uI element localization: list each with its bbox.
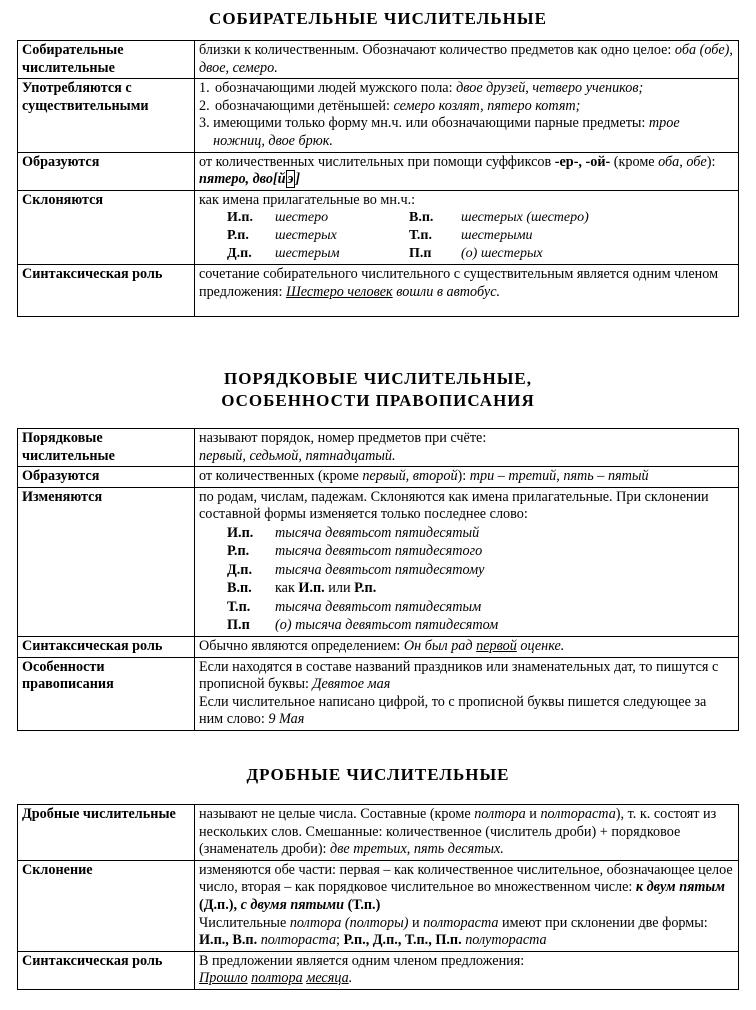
row-header: Дробные числительные [18, 805, 195, 861]
row-header: Собирательные числительные [18, 41, 195, 79]
row-content: В предложении является одним членом предложения: Прошло полтора месяца. [195, 951, 739, 989]
row-header: Склонение [18, 860, 195, 951]
table-row [18, 467, 739, 488]
table-row [18, 152, 739, 190]
section-title-fractional: ДРОБНЫЕ ЧИСЛИТЕЛЬНЫЕ [246, 765, 510, 784]
row-header: Особенности правописания [18, 657, 195, 730]
table-row [18, 429, 739, 467]
row-header: Синтаксическая роль [18, 636, 195, 657]
table-row [18, 657, 739, 730]
table-row [18, 487, 739, 636]
row-header: Синтаксическая роль [18, 265, 195, 316]
table-row [18, 41, 739, 79]
row-header: Изменяются [18, 487, 195, 636]
row-content: от количественных числительных при помощи суффиксов -ер-, -ой- (кроме оба, обе): пятеро, дво[й э ] [195, 152, 739, 190]
section-title-collective: СОБИРАТЕЛЬНЫЕ ЧИСЛИТЕЛЬНЫЕ [209, 9, 547, 28]
table-row [18, 265, 739, 316]
table-row [18, 79, 739, 152]
row-header: Синтаксическая роль [18, 951, 195, 989]
row-header: Склоняются [18, 190, 195, 265]
row-content: называют не целые числа. Составные (кроме полтора и полтораста), т. к. состоят из нескольких слов. Смешанные: количественное (числитель дроби) + порядковое (знаменатель дроби): две третьих, пять десятых. [195, 805, 739, 861]
row-header: Образуются [18, 467, 195, 488]
table-row [18, 860, 739, 951]
table-row [18, 805, 739, 861]
row-header: Порядковые числительные [18, 429, 195, 467]
declension-grid: И.п. шестеро В.п. шестерых (шестеро) Р.п. шестерых Т.п. шестерыми Д.п. шестерым П.п (о) шестерых [227, 210, 589, 262]
row-header: Употребляются с существительными [18, 79, 195, 152]
row-content: называют порядок, номер предметов при счёте: первый, седьмой, пятнадцатый. [195, 429, 739, 467]
row-content: Если находятся в составе названий праздников или знаменательных дат, то пишутся с прописной буквы: Девятое мая Если числительное написано цифрой, то с прописной буквы пишется следующее за ним слово: 9 Мая [195, 657, 739, 730]
table-row [18, 190, 739, 265]
fractional-numerals-table [17, 804, 739, 990]
row-content: как имена прилагательные во мн.ч.: И.п. шестеро В.п. шестерых (шестеро) Р.п. шестерых Т.п. шестерыми Д.п. шестерым П.п (о) шестерых [195, 190, 739, 265]
row-content: близки к количественным. Обозначают количество предметов как одно целое: оба (обе), двое, семеро. [195, 41, 739, 79]
table-row [18, 636, 739, 657]
table-row [18, 951, 739, 989]
ordinal-numerals-table [17, 428, 739, 731]
section-title-ordinal-2: ОСОБЕННОСТИ ПРАВОПИСАНИЯ [221, 391, 535, 410]
section-title-ordinal-1: ПОРЯДКОВЫЕ ЧИСЛИТЕЛЬНЫЕ, [223, 369, 532, 388]
collective-numerals-table [17, 40, 739, 317]
row-content: по родам, числам, падежам. Склоняются как имена прилагательные. При склонении составной формы изменяется только последнее слово: И.п. тысяча девятьсот пятидесятый Р.п. тысяча девятьсот пятидесятого Д.п. тысяча девятьсот пятидесятому В.п. как И.п. или Р.п. Т.п. тысяча девятьсот пятидесятым П.п (о) тысяча девятьсот пятидесятом [195, 487, 739, 636]
row-content: Обычно являются определением: Он был рад первой оценке. [195, 636, 739, 657]
row-header: Образуются [18, 152, 195, 190]
row-content: от количественных (кроме первый, второй): три – третий, пять – пятый [195, 467, 739, 488]
row-content: 1. обозначающими людей мужского пола: двое друзей, четверо учеников; 2. обозначающими детёнышей: семеро козлят, пятеро котят; 3. имеющими только форму мн.ч. или обозначающими парные предметы: трое ножниц, двое брюк. [195, 79, 739, 152]
declension-list: И.п. тысяча девятьсот пятидесятый Р.п. тысяча девятьсот пятидесятого Д.п. тысяча девятьсот пятидесятому В.п. как И.п. или Р.п. Т.п. тысяча девятьсот пятидесятым П.п (о) тысяча девятьсот пятидесятом [227, 524, 499, 634]
row-content: сочетание собирательного числительного с существительным является одним членом предложения: Шестеро человек вошли в автобус. [195, 265, 739, 316]
row-content: изменяются обе части: первая – как количественное числительное, обозначающее целое число, вторая – как порядковое числительное во множественном числе: к двум пятым (Д.п.), с двумя пятыми (Т.п.) Числительные полтора (полторы) и полтораста имеют при склонении две формы: И.п., В.п. полтораста; Р.п., Д.п., Т.п., П.п. полутораста [195, 860, 739, 951]
